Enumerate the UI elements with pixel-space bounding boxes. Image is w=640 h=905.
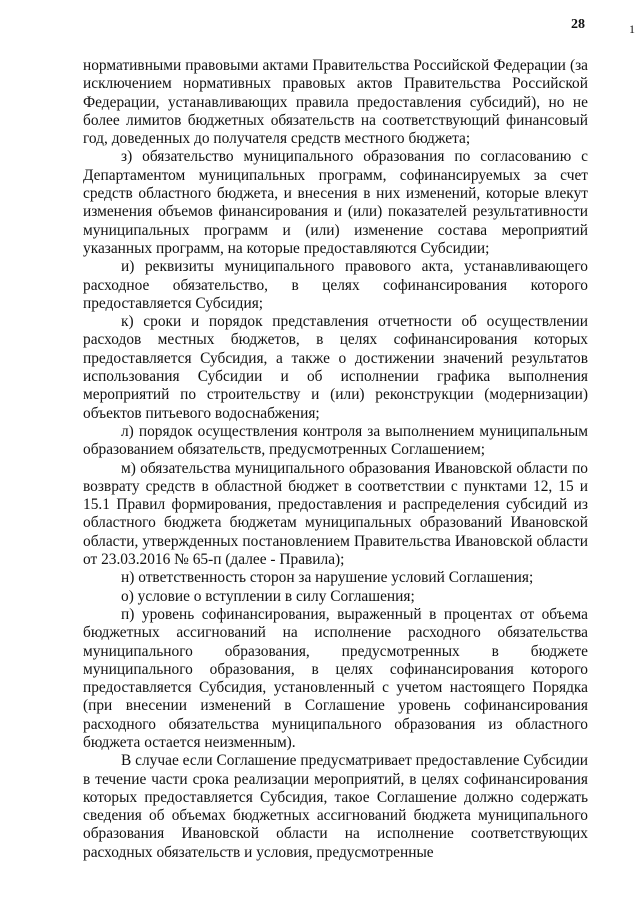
margin-mark: 1	[629, 22, 635, 36]
paragraph-item-z: з) обязательство муниципального образования по согласованию с Департаментом муниципальных программ, софинансируемых за счет средств областного бюджета, и внесения в них изменений, которые влекут изменения объемов финансирования и (или) показателей результативности муниципальных программ и (или) изменение состава мероприятий указанных программ, на которые предоставляются Субсидии;	[83, 148, 588, 257]
document-body	[83, 57, 588, 862]
paragraph-item-i: и) реквизиты муниципального правового акта, устанавливающего расходное обязательство, в целях софинансирования которого предоставляется Субсидия;	[83, 258, 588, 312]
paragraph-continuation: нормативными правовыми актами Правительства Российской Федерации (за исключением нормативных правовых актов Правительства Российской Федерации, устанавливающих правила предоставления субсидий), но не более лимитов бюджетных обязательств на соответствующий финансовый год, доведенных до получателя средств местного бюджета;	[83, 57, 588, 148]
paragraph-item-l: л) порядок осуществления контроля за выполнением муниципальным образованием обязательств, предусмотренных Соглашением;	[83, 422, 588, 459]
page-number: 28	[571, 17, 585, 32]
paragraph-item-o: о) условие о вступлении в силу Соглашения;	[121, 587, 415, 605]
paragraph-item-k: к) сроки и порядок представления отчетности об осуществлении расходов местных бюджетов, в целях софинансирования которых предоставляется Субсидия, а также о достижении значений результатов использования Субсидии и об исполнении графика выполнения мероприятий по строительству и (или) реконструкции (модернизации) объектов питьевого водоснабжения;	[83, 313, 588, 422]
paragraph-closing: В случае если Соглашение предусматривает предоставление Субсидии в течение части срока реализации мероприятий, в целях софинансирования которых предоставляется Субсидия, такое Соглашение должно содержать сведения об объемах бюджетных ассигнований бюджета муниципального образования Ивановской области на исполнение соответствующих расходных обязательств и условия, предусмотренные	[83, 752, 588, 861]
paragraph-item-n: н) ответственность сторон за нарушение условий Соглашения;	[121, 569, 534, 587]
paragraph-item-p: п) уровень софинансирования, выраженный в процентах от объема бюджетных ассигнований на исполнение расходного обязательства муниципального образования, предусмотренных в бюджете муниципального образования, в целях софинансирования которого предоставляется Субсидия, установленный с учетом настоящего Порядка (при внесении изменений в Соглашение уровень софинансирования расходного обязательства муниципального образования из областного бюджета остается неизменным).	[83, 605, 588, 751]
paragraph-item-m: м) обязательства муниципального образования Ивановской области по возврату средств в областной бюджет в соответствии с пунктами 12, 15 и 15.1 Правил формирования, предоставления и распределения субсидий из областного бюджета бюджетам муниципальных образований Ивановской области, утвержденных постановлением Правительства Ивановской области от 23.03.2016 № 65-п (далее - Правила);	[83, 459, 588, 569]
